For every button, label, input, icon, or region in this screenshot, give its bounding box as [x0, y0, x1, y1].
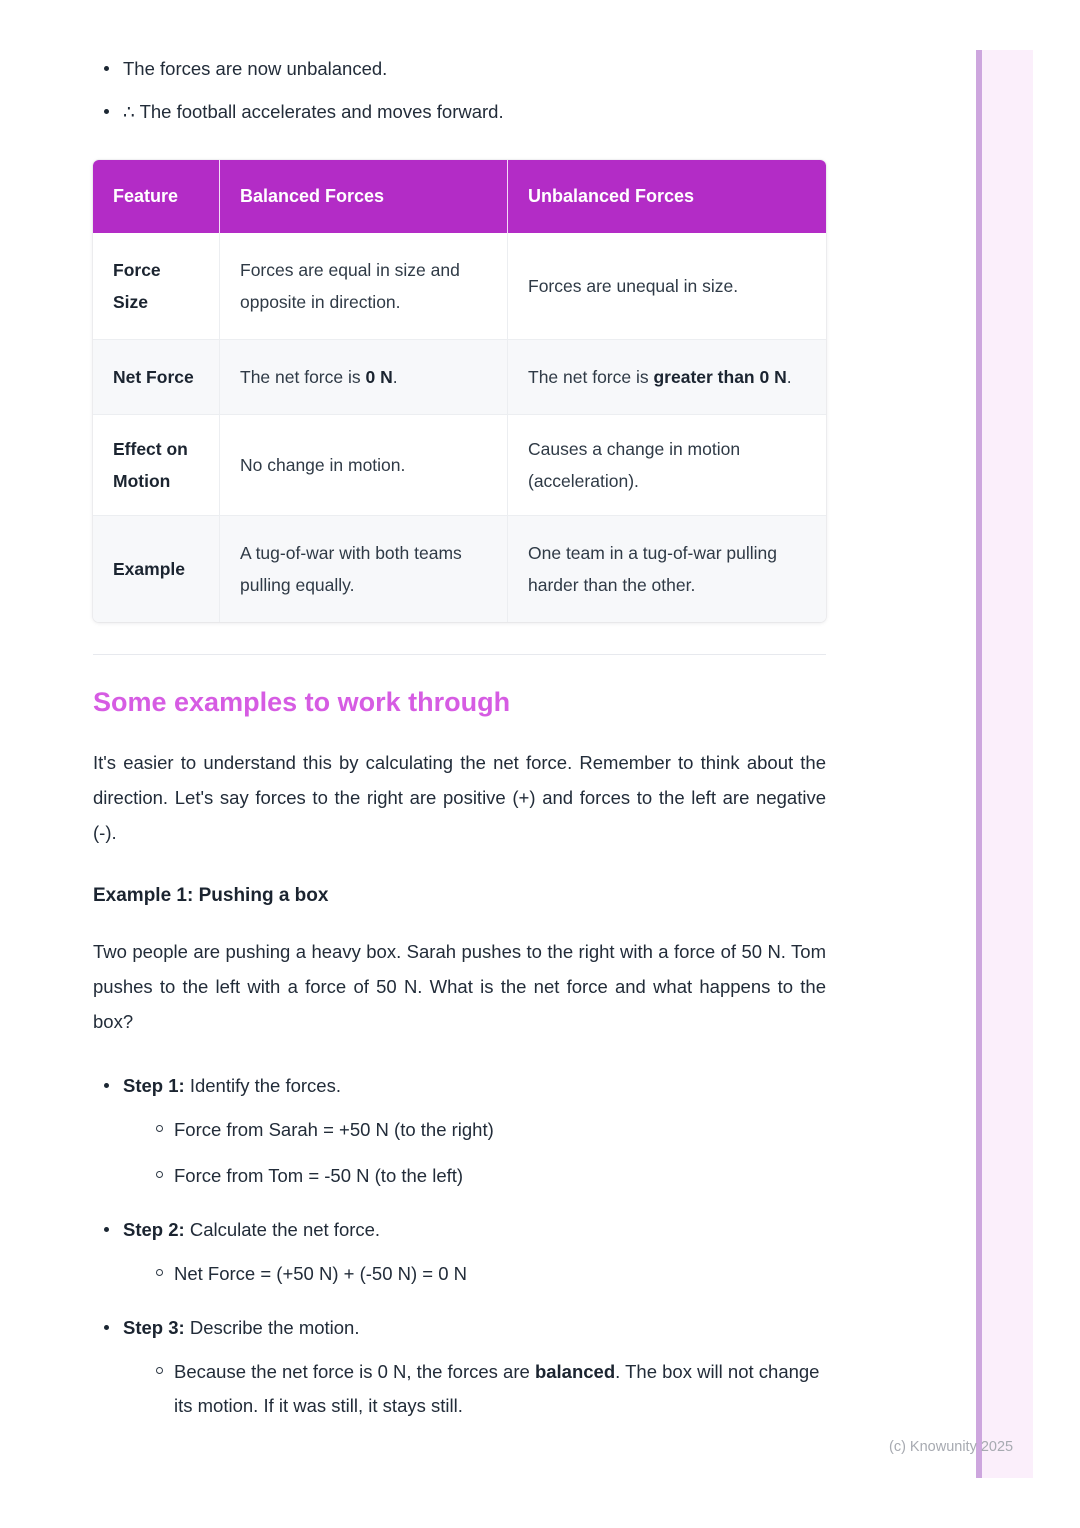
bullet-circle-icon [156, 1367, 163, 1374]
bullet-dot-icon [104, 109, 109, 114]
sub-text-bold: balanced [534, 1361, 616, 1382]
sub-bullet-list [123, 1113, 826, 1193]
intro-bullet-text: ∴ The football accelerates and moves forward. [123, 101, 504, 122]
sub-text [174, 1355, 826, 1423]
cell-text: The net force is [240, 367, 366, 387]
sub-text [174, 1159, 826, 1193]
intro-bullet-text: The forces are now unbalanced. [123, 58, 388, 79]
sub-item [123, 1159, 826, 1193]
cell-text: Causes a change in motion (acceleration). [528, 439, 741, 491]
cell-text: Forces are equal in size and opposite in direction. [240, 260, 460, 312]
sub-bullet-list [123, 1355, 826, 1423]
balanced-cell [219, 414, 507, 515]
forces-comparison-table [93, 160, 826, 622]
step-label: Step 3: [123, 1317, 185, 1338]
bullet-circle-icon [156, 1171, 163, 1178]
balanced-cell [219, 339, 507, 414]
balanced-cell [219, 515, 507, 622]
cell-bold-text: greater than 0 N [653, 367, 787, 387]
bullet-dot-icon [104, 1227, 109, 1232]
cell-text: . [786, 367, 792, 387]
list-item [93, 56, 826, 82]
unbalanced-cell [507, 515, 826, 622]
table-row [93, 339, 826, 414]
copyright-watermark: (c) Knowunity 2025 [889, 1439, 1014, 1455]
step-text: Describe the motion. [184, 1317, 360, 1338]
cell-text: Forces are unequal in size. [528, 276, 739, 296]
sub-item [123, 1113, 826, 1147]
document-content [93, 0, 826, 1423]
feature-cell: Force Size [93, 233, 219, 339]
column-header-unbalanced: Unbalanced Forces [507, 160, 826, 233]
sub-text [174, 1113, 826, 1147]
bullet-circle-icon [156, 1125, 163, 1132]
sub-text-pre: Force from Sarah = +50 N (to the right) [174, 1119, 494, 1140]
step-label: Step 2: [123, 1219, 185, 1240]
step-item [93, 1213, 826, 1291]
section-divider [93, 654, 826, 655]
step-item [93, 1069, 826, 1193]
step-line [123, 1311, 826, 1344]
step-text: Identify the forces. [184, 1075, 341, 1096]
column-header-feature: Feature [93, 160, 219, 233]
feature-cell: Net Force [93, 339, 219, 414]
step-line [123, 1069, 826, 1102]
unbalanced-cell [507, 233, 826, 339]
sub-text-pre: Because the net force is 0 N, the forces are [174, 1361, 535, 1382]
feature-cell: Effect on Motion [93, 414, 219, 515]
section-heading: Some examples to work through [93, 687, 511, 717]
cell-text: . [392, 367, 398, 387]
feature-cell: Example [93, 515, 219, 622]
column-header-balanced: Balanced Forces [219, 160, 507, 233]
bullet-circle-icon [156, 1269, 163, 1276]
steps-list [93, 1069, 826, 1423]
step-label: Step 1: [123, 1075, 185, 1096]
example-body-paragraph: Two people are pushing a heavy box. Sarah pushes to the right with a force of 50 N. Tom pushes to the left with a force of 50 N. What is the net force and what happens to the box? [93, 941, 826, 1032]
step-item [93, 1311, 826, 1423]
cell-text: The net force is [528, 367, 654, 387]
sub-text-pre: Force from Tom = -50 N (to the left) [174, 1165, 464, 1186]
cell-text: No change in motion. [240, 455, 406, 475]
sub-item [123, 1355, 826, 1423]
step-body [123, 1213, 826, 1291]
sub-text-post: . The box will not change its motion. If it was still, it stays still. [174, 1361, 820, 1416]
step-text: Calculate the net force. [184, 1219, 381, 1240]
balanced-cell [219, 233, 507, 339]
sub-item [123, 1257, 826, 1291]
intro-bullet-list [93, 56, 826, 125]
sub-text-pre: Net Force = (+50 N) + (-50 N) = 0 N [174, 1263, 468, 1284]
table-row [93, 233, 826, 339]
example-title: Example 1: Pushing a box [93, 885, 329, 906]
cell-text: One team in a tug-of-war pulling harder than the other. [528, 543, 778, 595]
section-intro-paragraph: It's easier to understand this by calculating the net force. Remember to think about the direction. Let's say forces to the right are positive (+) and forces to the left are negative (-). [93, 752, 826, 843]
sub-text [174, 1257, 826, 1291]
cell-text: A tug-of-war with both teams pulling equally. [240, 543, 462, 595]
page-edge-stripe-panel [982, 50, 1033, 1478]
step-line [123, 1213, 826, 1246]
sub-bullet-list [123, 1257, 826, 1291]
unbalanced-cell [507, 339, 826, 414]
unbalanced-cell [507, 414, 826, 515]
step-body [123, 1311, 826, 1423]
step-body [123, 1069, 826, 1193]
bullet-dot-icon [104, 1325, 109, 1330]
table-row [93, 515, 826, 622]
list-item [93, 99, 826, 125]
cell-bold-text: 0 N [365, 367, 393, 387]
table-header-row [93, 160, 826, 233]
bullet-dot-icon [104, 66, 109, 71]
table-row [93, 414, 826, 515]
bullet-dot-icon [104, 1083, 109, 1088]
